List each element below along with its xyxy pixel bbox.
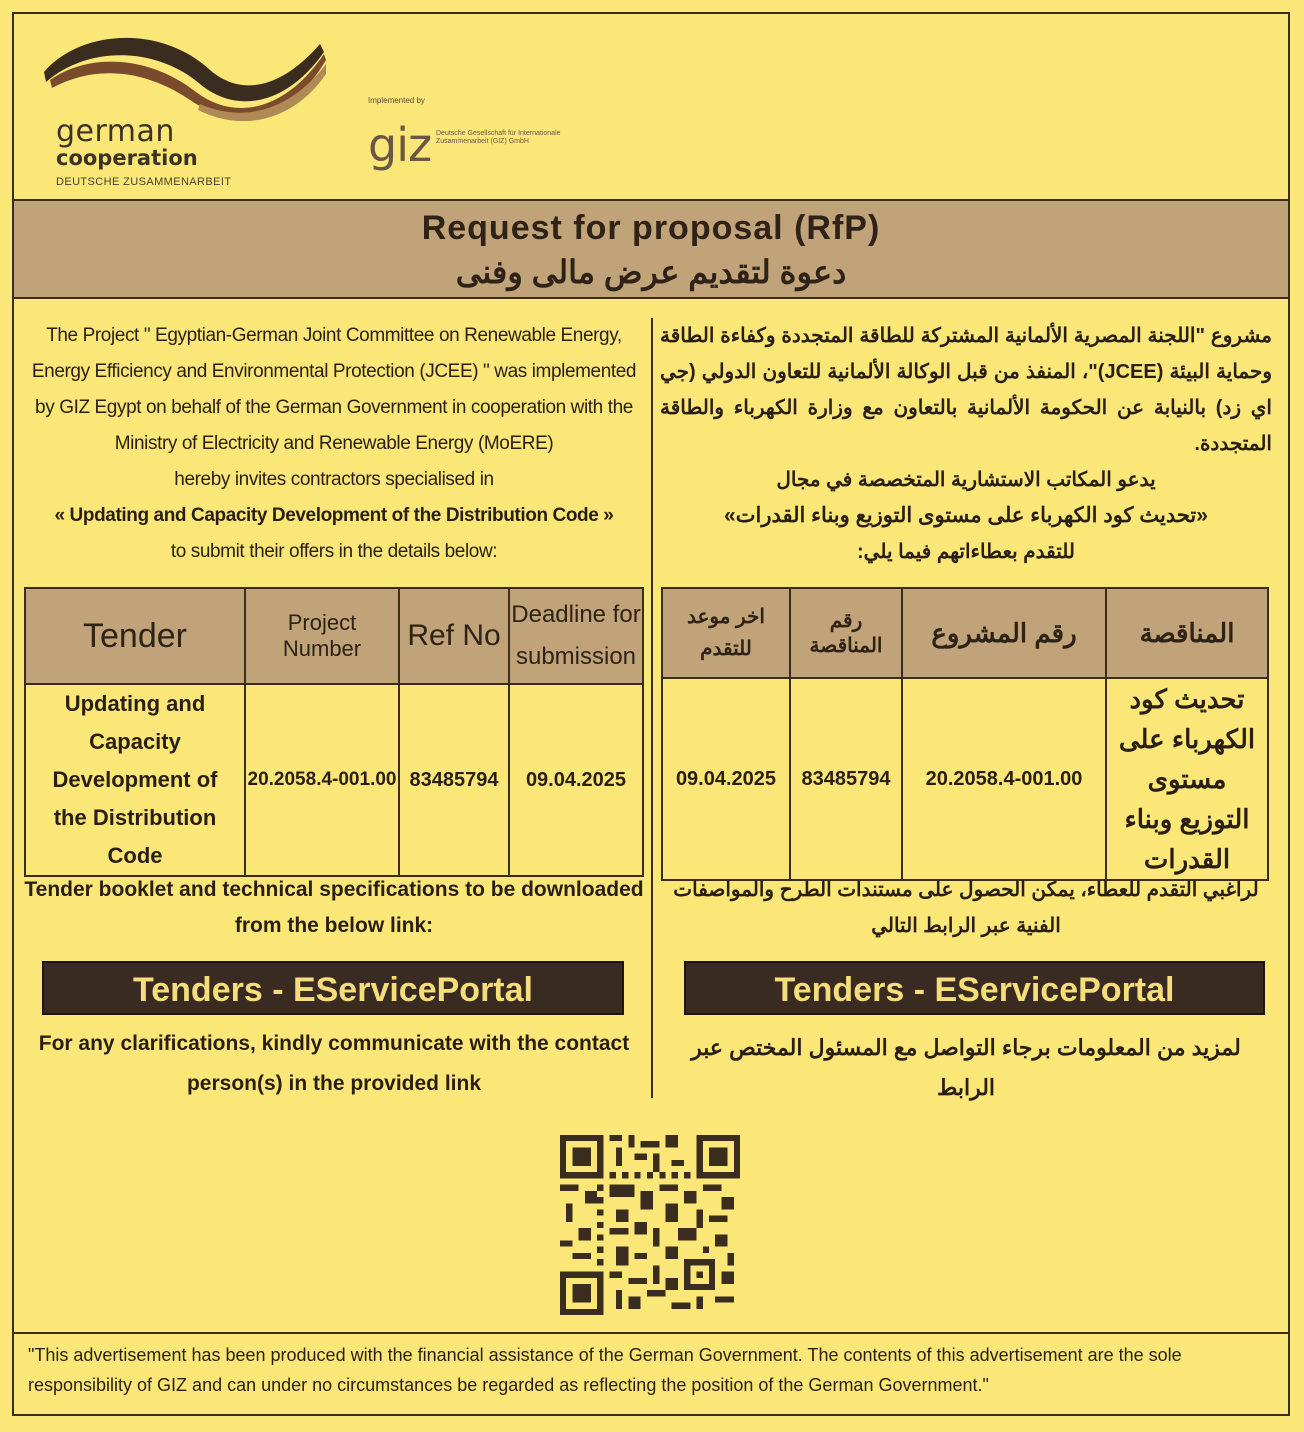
giz-description: Deutsche Gesellschaft für Internationale Zusammenarbeit (GIZ) GmbH [436, 130, 561, 145]
arabic-intro-block [660, 318, 1272, 570]
english-clarification: For any clarifications, kindly communicate with the contact person(s) in the provided link [38, 1032, 630, 1095]
gc-subtitle: cooperation [56, 146, 198, 170]
english-column [24, 318, 644, 570]
arabic-intro: مشروع "اللجنة المصرية الألمانية المشتركة للطاقة المتجددة وكفاءة الطاقة وحماية البيئة (JCEE)"، المنفذ من قبل الوكالة الألمانية للتعاون الدولي (جي اي زد) بالنيابة عن الحكومة الألمانية بالتعاون مع وزارة الكهرباء والطاقة المتجددة. [660, 325, 1272, 455]
english-download-text: Tender booklet and technical specifications to be downloaded from the below link: [24, 878, 644, 937]
arabic-invite: يدعو المكاتب الاستشارية المتخصصة في مجال [776, 469, 1156, 491]
header-ar-project-number: رقم المشروع [902, 588, 1106, 678]
footer-disclaimer: "This advertisement has been produced with the financial assistance of the German Government. The contents of this advertisement are the sole responsibility of GIZ and can under no circumstances be regarded as reflecting the position of the German Government." [28, 1345, 1182, 1395]
cell-deadline: 09.04.2025 [509, 684, 643, 876]
english-intro: The Project " Egyptian-German Joint Committee on Renewable Energy, Energy Efficiency and Environmental Protection (JCEE) " was implemented by GIZ Egypt on behalf of the German Government in cooperation with the Ministry of Electricity and Renewable Energy (MoERE) [31, 325, 637, 454]
english-portal-link[interactable]: Tenders - EServicePortal [42, 961, 624, 1015]
header-tender: Tender [25, 588, 245, 684]
arabic-subject: «تحديث كود الكهرباء على مستوى التوزيع وبناء القدرات» [724, 504, 1208, 527]
cell-ar-deadline: 09.04.2025 [662, 678, 790, 880]
title-english: Request for proposal (RfP) [421, 209, 881, 247]
english-tender-table [24, 587, 644, 877]
english-submit: to submit their offers in the details below: [170, 541, 498, 562]
title-banner [14, 199, 1288, 299]
cell-ref-no: 83485794 [399, 684, 509, 876]
cell-ar-tender: تحديث كود الكهرباء على مستوى التوزيع وبناء القدرات [1106, 678, 1268, 880]
header-project-number: Project Number [245, 588, 399, 684]
arabic-clarification: لمزيد من المعلومات برجاء التواصل مع المسئول المختص عبر الرابط [691, 1035, 1241, 1100]
english-intro-block [24, 318, 644, 570]
arabic-download-text: لراغبي التقدم للعطاء، يمكن الحصول على مستندات الطرح والمواصفات الفنية عبر الرابط التالي [673, 879, 1259, 937]
cell-ar-project-number: 20.2058.4-001.00 [902, 678, 1106, 880]
cell-tender: Updating and Capacity Development of the Distribution Code [25, 684, 245, 876]
gc-tagline: DEUTSCHE ZUSAMMENARBEIT [56, 176, 232, 188]
english-invite: hereby invites contractors specialised in [174, 469, 494, 490]
arabic-tender-table [661, 587, 1269, 881]
footer-divider [14, 1332, 1288, 1334]
qr-code-icon[interactable] [560, 1130, 740, 1320]
giz-logo: giz [368, 118, 432, 172]
arabic-column [660, 318, 1272, 570]
english-subject: « Updating and Capacity Development of the Distribution Code » [54, 505, 614, 526]
header-ar-deadline: اخر موعد للتقدم [662, 588, 790, 678]
header-ref-no: Ref No [399, 588, 509, 684]
cell-project-number: 20.2058.4-001.00 [245, 684, 399, 876]
arabic-portal-link[interactable]: Tenders - EServicePortal [684, 961, 1265, 1015]
header-ar-ref-no: رقم المناقصة [790, 588, 902, 678]
gc-title: german [56, 114, 175, 149]
german-cooperation-logo [40, 30, 330, 195]
title-arabic: دعوة لتقديم عرض مالى وفنى [455, 254, 847, 290]
header-deadline: Deadline for submission [509, 588, 643, 684]
column-divider [651, 318, 653, 1098]
cell-ar-ref-no: 83485794 [790, 678, 902, 880]
arabic-submit: للتقدم بعطاءاتهم فيما يلي: [857, 541, 1075, 563]
header-ar-tender: المناقصة [1106, 588, 1268, 678]
implemented-by-label: Implemented by [368, 96, 425, 105]
